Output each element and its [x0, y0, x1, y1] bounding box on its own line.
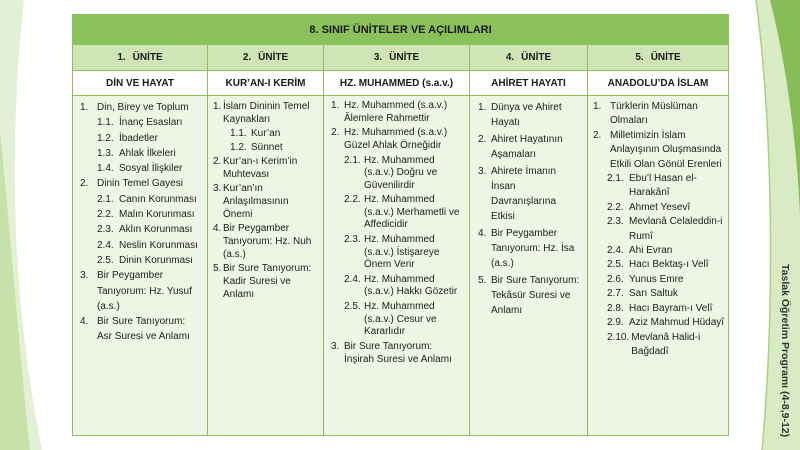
item-number: 4.	[213, 223, 222, 234]
item-number: 1.	[331, 100, 340, 111]
unit-number: 2.	[242, 52, 252, 63]
item-text: Ahirete İmanın İnsan Davranışlarına Etkisi	[491, 166, 557, 222]
units-table	[72, 14, 729, 436]
unit-header-4	[470, 45, 588, 71]
item-number: 2.2.	[97, 209, 114, 221]
topic-item	[73, 314, 199, 345]
item-number: 3.	[80, 270, 89, 282]
item-number: 2.4.	[344, 273, 361, 285]
item-text: Hz. Muhammed (s.a.v.) İstişareye Önem Verir	[364, 234, 440, 271]
item-number: 1.2.	[97, 132, 114, 144]
item-text: Dinin Temel Gayesi	[97, 178, 183, 190]
item-number: 5.	[478, 275, 487, 286]
item-text: Sosyal İlişkiler	[119, 163, 183, 175]
item-number: 4.	[478, 228, 487, 239]
item-number: 3.	[331, 341, 340, 353]
item-text: Aziz Mahmud Hüdayî	[629, 317, 725, 329]
item-text: Dünya ve Ahiret Hayatı	[491, 102, 562, 128]
unit-header-1	[73, 45, 208, 71]
subtopic-item	[588, 273, 726, 287]
topic-item	[208, 262, 320, 301]
item-text: Kur’an-ı Kerim’in Muhtevası	[223, 156, 298, 180]
unit-word: ÜNİTE	[521, 52, 552, 63]
item-number: 2.5.	[344, 301, 361, 313]
item-text: Bir Sure Tanıyorum: Asr Suresi ve Anlamı	[97, 316, 190, 343]
subtopic-item	[73, 192, 199, 207]
unit-word: ÜNİTE	[389, 52, 420, 63]
item-number: 2.8.	[607, 302, 624, 314]
item-text: Türklerin Müslüman Olmaları	[610, 101, 698, 127]
item-text: Hz. Muhammed (s.a.v.) Âlemlere Rahmettir	[344, 100, 448, 124]
topic-item	[470, 100, 581, 130]
item-number: 2.7.	[607, 288, 624, 300]
topic-item	[470, 273, 581, 318]
item-number: 2.	[213, 156, 222, 167]
unit-number: 4.	[505, 52, 515, 63]
unit-content-5	[588, 96, 729, 436]
subtopic-item	[588, 258, 726, 272]
item-text: Sünnet	[251, 142, 283, 153]
item-number: 2.4.	[97, 239, 114, 251]
subtopic-item	[324, 301, 463, 339]
item-number: 2.1.	[97, 193, 114, 205]
item-number: 2.6.	[607, 273, 624, 285]
item-number: 1.	[593, 101, 602, 112]
item-number: 2.10.	[607, 331, 630, 343]
unit-content-4	[470, 96, 588, 436]
topic-item	[470, 164, 581, 224]
item-text: Canın Korunması	[119, 193, 197, 205]
item-text: Milletimizin İslam Anlayışının Oluşmasında Etkili Olan Gönül Erenleri	[610, 129, 722, 170]
title-row	[73, 15, 729, 45]
item-text: Hz. Muhammed (s.a.v.) Hakkı Gözetir	[364, 273, 458, 298]
item-text: Ahi Evran	[629, 245, 673, 257]
item-number: 2.	[331, 127, 340, 139]
subtopic-item	[588, 316, 726, 330]
item-text: Hz. Muhammed (s.a.v.) Güzel Ahlak Örneğidir	[344, 127, 448, 151]
item-number: 2.3.	[97, 224, 114, 236]
item-text: Ahlak İlkeleri	[119, 147, 176, 159]
item-number: 2.3.	[607, 216, 624, 228]
subtopic-item	[588, 287, 726, 301]
item-text: Hz. Muhammed (s.a.v.) Merhametli ve Affedicidir	[364, 194, 460, 231]
topic-item	[588, 100, 726, 129]
item-text: Din, Birey ve Toplum	[97, 102, 189, 113]
item-number: 2.5.	[607, 259, 624, 271]
item-text: Hz. Muhammed (s.a.v.) Cesur ve Kararlıdır	[364, 301, 437, 338]
topic-item	[470, 226, 581, 271]
unit-name-2: KUR’AN-I KERİM	[208, 71, 324, 96]
topic-item	[73, 100, 199, 115]
unit-name-4: AHİRET HAYATI	[470, 71, 588, 96]
topic-item	[324, 127, 463, 152]
unit-content-3	[324, 96, 470, 436]
item-number: 1.2.	[230, 142, 247, 153]
item-number: 2.3.	[344, 234, 361, 246]
item-text: İnanç Esasları	[119, 117, 183, 129]
subtopic-item	[73, 253, 199, 268]
unit-name-1: DİN VE HAYAT	[73, 71, 208, 96]
topic-item	[324, 341, 463, 366]
item-text: Yunus Emre	[629, 273, 684, 285]
item-number: 2.1.	[344, 154, 361, 166]
topic-item	[470, 132, 581, 162]
subtopic-item	[73, 146, 199, 161]
topic-item	[208, 222, 320, 261]
topic-item	[73, 176, 199, 191]
item-number: 1.	[213, 101, 222, 112]
unit-content-1	[73, 96, 208, 436]
item-text: Hacı Bektaş-ı Velî	[629, 259, 709, 271]
subtopic-item	[73, 131, 199, 146]
item-text: Hacı Bayram-ı Velî	[629, 302, 713, 314]
item-text: Kur’an	[251, 128, 281, 139]
item-number: 2.	[80, 178, 89, 190]
unit-content-2	[208, 96, 324, 436]
subtopic-item	[324, 274, 463, 299]
unit-content-row	[73, 96, 729, 436]
subtopic-item	[324, 155, 463, 193]
item-text: Neslin Korunması	[119, 239, 198, 251]
item-number: 2.	[593, 129, 602, 141]
item-number: 5.	[213, 263, 222, 274]
item-text: Bir Peygamber Tanıyorum: Hz. İsa (a.s.)	[491, 228, 575, 269]
unit-header-2	[208, 45, 324, 71]
item-number: 4.	[80, 316, 89, 328]
subtopic-item	[588, 331, 726, 360]
subtopic-item	[588, 201, 726, 215]
subtopic-item	[588, 302, 726, 316]
item-text: Dinin Korunması	[119, 254, 193, 266]
subtopic-item	[588, 172, 726, 201]
page-title: 8. SINIF ÜNİTELER VE AÇILIMLARI	[73, 15, 729, 45]
subtopic-item	[324, 194, 463, 232]
topic-item	[208, 100, 320, 126]
topic-item	[208, 182, 320, 221]
item-text: Kur’an’ın Anlaşılmasının Önemi	[223, 183, 289, 220]
unit-word: ÜNİTE	[650, 52, 681, 63]
subtopic-item	[588, 215, 726, 244]
subtopic-item	[73, 238, 199, 253]
subtopic-item	[73, 222, 199, 237]
item-number: 3.	[478, 166, 487, 177]
item-text: Ahmet Yesevî	[629, 201, 691, 213]
topic-item	[588, 129, 726, 172]
topic-item	[324, 100, 463, 125]
subtopic-item	[324, 234, 463, 272]
item-number: 2.2.	[344, 194, 361, 206]
unit-word: ÜNİTE	[132, 52, 163, 63]
item-text: Aklın Korunması	[119, 224, 193, 236]
unit-header-3	[324, 45, 470, 71]
subtopic-item	[588, 244, 726, 258]
item-text: Bir Peygamber Tanıyorum: Hz. Yusuf (a.s.)	[97, 270, 192, 312]
item-text: Mevlanâ Celaleddin-i Rumî	[629, 216, 723, 242]
subtopic-item	[73, 115, 199, 130]
item-number: 1.	[478, 102, 487, 113]
item-text: Mevlanâ Halid-i Bağdadî	[631, 331, 701, 357]
item-text: Malın Korunması	[119, 209, 195, 221]
subtopic-item	[208, 141, 320, 154]
item-text: İslam Dininin Temel Kaynakları	[223, 101, 310, 125]
item-text: Ahiret Hayatının Aşamaları	[491, 134, 563, 160]
subtopic-item	[73, 207, 199, 222]
item-number: 1.4.	[97, 163, 114, 175]
unit-number-row	[73, 45, 729, 71]
item-text: Sarı Saltuk	[629, 288, 678, 300]
item-number: 1.3.	[97, 147, 114, 159]
item-number: 3.	[213, 183, 222, 194]
unit-word: ÜNİTE	[258, 52, 289, 63]
unit-name-5: ANADOLU’DA İSLAM	[588, 71, 729, 96]
item-text: Bir Peygamber Tanıyorum: Hz. Nuh (a.s.)	[223, 223, 312, 260]
item-text: Bir Sure Tanıyorum: Tekâsür Suresi ve Anlamı	[491, 275, 580, 316]
item-number: 2.5.	[97, 254, 114, 266]
item-number: 1.	[80, 102, 89, 113]
unit-header-5	[588, 45, 729, 71]
item-text: Bir Sure Tanıyorum: İnşirah Suresi ve Anlamı	[344, 341, 452, 365]
topic-item	[73, 268, 199, 314]
unit-name-row	[73, 71, 729, 96]
unit-number: 5.	[635, 52, 644, 63]
item-number: 1.1.	[97, 117, 114, 129]
item-text: İbadetler	[119, 132, 158, 144]
item-number: 2.	[478, 134, 487, 145]
unit-number: 1.	[117, 52, 126, 63]
unit-number: 3.	[373, 52, 383, 63]
subtopic-item	[208, 127, 320, 140]
side-label: Taslak Öğretim Programı (4-8,9-12)	[779, 264, 791, 438]
item-number: 1.1.	[230, 128, 247, 139]
item-text: Hz. Muhammed (s.a.v.) Doğru ve Güvenilirdir	[364, 154, 438, 191]
item-number: 2.1.	[607, 173, 624, 185]
topic-item	[208, 155, 320, 181]
item-text: Ebu’l Hasan el-Harakânî	[629, 173, 697, 199]
unit-name-3: HZ. MUHAMMED (s.a.v.)	[324, 71, 470, 96]
subtopic-item	[73, 161, 199, 176]
item-number: 2.9.	[607, 317, 624, 329]
item-number: 2.4.	[607, 245, 624, 257]
item-number: 2.2.	[607, 201, 624, 213]
item-text: Bir Sure Tanıyorum: Kadir Suresi ve Anlamı	[223, 263, 312, 300]
